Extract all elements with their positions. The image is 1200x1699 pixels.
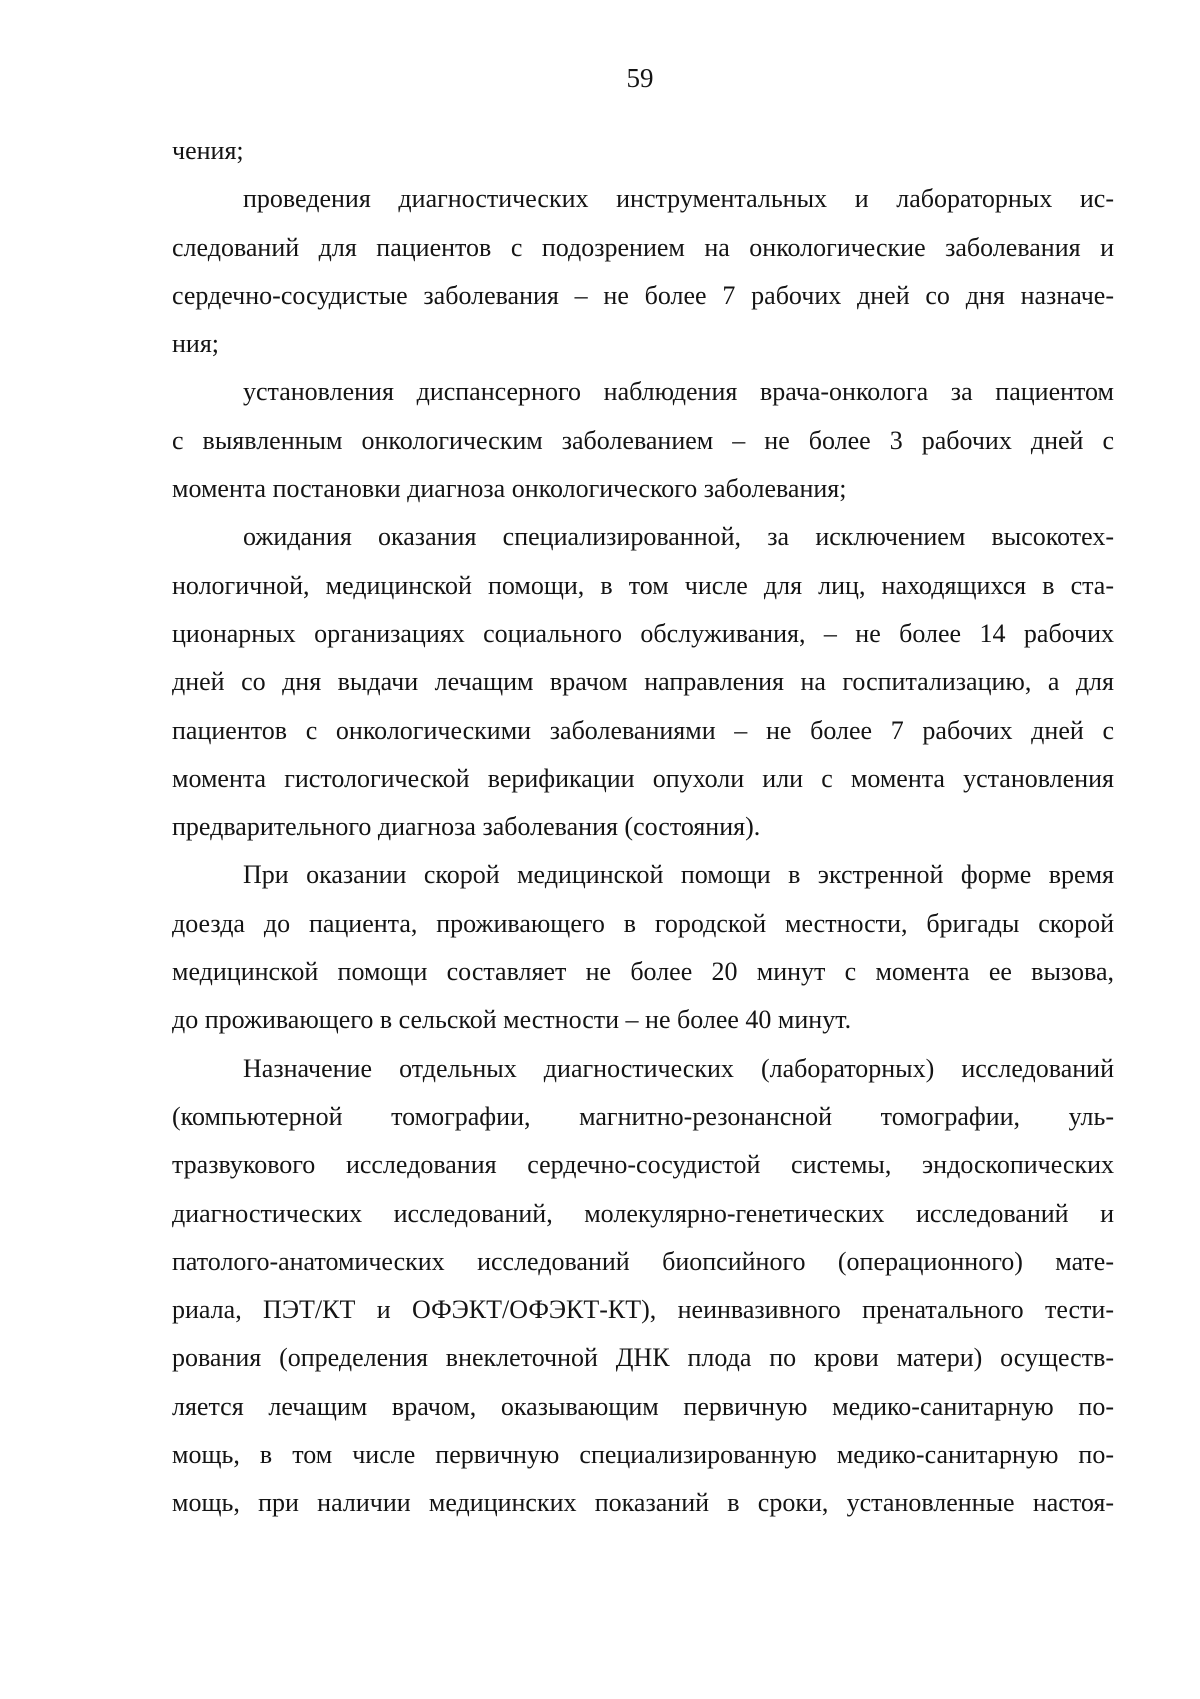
text-line: медицинской помощи составляет не более 20 минут с момента ее вызова, bbox=[172, 957, 1114, 987]
text-line: Назначение отдельных диагностических (лабораторных) исследований bbox=[243, 1053, 1114, 1083]
text-line: мощь, при наличии медицинских показаний в сроки, установленные настоя- bbox=[172, 1488, 1114, 1518]
text-line: установления диспансерного наблюдения врача-онколога за пациентом bbox=[243, 377, 1114, 407]
text-line: нологичной, медицинской помощи, в том числе для лиц, находящихся в ста- bbox=[172, 570, 1114, 600]
text-line: пациентов с онкологическими заболеваниями – не более 7 рабочих дней с bbox=[172, 715, 1114, 745]
text-line: с выявленным онкологическим заболеванием – не более 3 рабочих дней с bbox=[172, 425, 1114, 455]
text-line: чения; bbox=[172, 136, 244, 165]
text-line: до проживающего в сельской местности – не более 40 минут. bbox=[172, 1005, 852, 1035]
text-line: предварительного диагноза заболевания (состояния). bbox=[172, 812, 761, 842]
text-line: риала, ПЭТ/КТ и ОФЭКТ/ОФЭКТ-КТ), неинвазивного пренатального тести- bbox=[172, 1295, 1114, 1325]
text-line: диагностических исследований, молекулярно-генетических исследований и bbox=[172, 1198, 1114, 1228]
text-line: следований для пациентов с подозрением на онкологические заболевания и bbox=[172, 232, 1114, 262]
text-line: ожидания оказания специализированной, за исключением высокотех- bbox=[243, 522, 1114, 552]
text-line: (компьютерной томографии, магнитно-резонансной томографии, уль- bbox=[172, 1101, 1114, 1131]
text-line: момента гистологической верификации опухоли или с момента установления bbox=[172, 763, 1114, 793]
page-number: 59 bbox=[626, 63, 654, 93]
text-line: ния; bbox=[172, 329, 220, 359]
text-line: рования (определения внеклеточной ДНК плода по крови матери) осуществ- bbox=[172, 1343, 1114, 1373]
text-line: тразвукового исследования сердечно-сосудистой системы, эндоскопических bbox=[172, 1150, 1114, 1180]
text-line: ционарных организациях социального обслуживания, – не более 14 рабочих bbox=[172, 618, 1114, 648]
document-body bbox=[172, 127, 1114, 1528]
text-line: проведения диагностических инструментальных и лабораторных ис- bbox=[243, 184, 1114, 214]
text-line: момента постановки диагноза онкологического заболевания; bbox=[172, 474, 847, 504]
text-line: патолого-анатомических исследований биопсийного (операционного) мате- bbox=[172, 1246, 1114, 1276]
text-line: сердечно-сосудистые заболевания – не более 7 рабочих дней со дня назначе- bbox=[172, 280, 1114, 310]
text-line: мощь, в том числе первичную специализированную медико-санитарную по- bbox=[172, 1440, 1114, 1470]
text-line: ляется лечащим врачом, оказывающим первичную медико-санитарную по- bbox=[172, 1391, 1114, 1421]
text-line: доезда до пациента, проживающего в городской местности, бригады скорой bbox=[172, 908, 1114, 938]
text-line: дней со дня выдачи лечащим врачом направления на госпитализацию, а для bbox=[172, 667, 1114, 697]
text-line: При оказании скорой медицинской помощи в экстренной форме время bbox=[243, 860, 1114, 890]
